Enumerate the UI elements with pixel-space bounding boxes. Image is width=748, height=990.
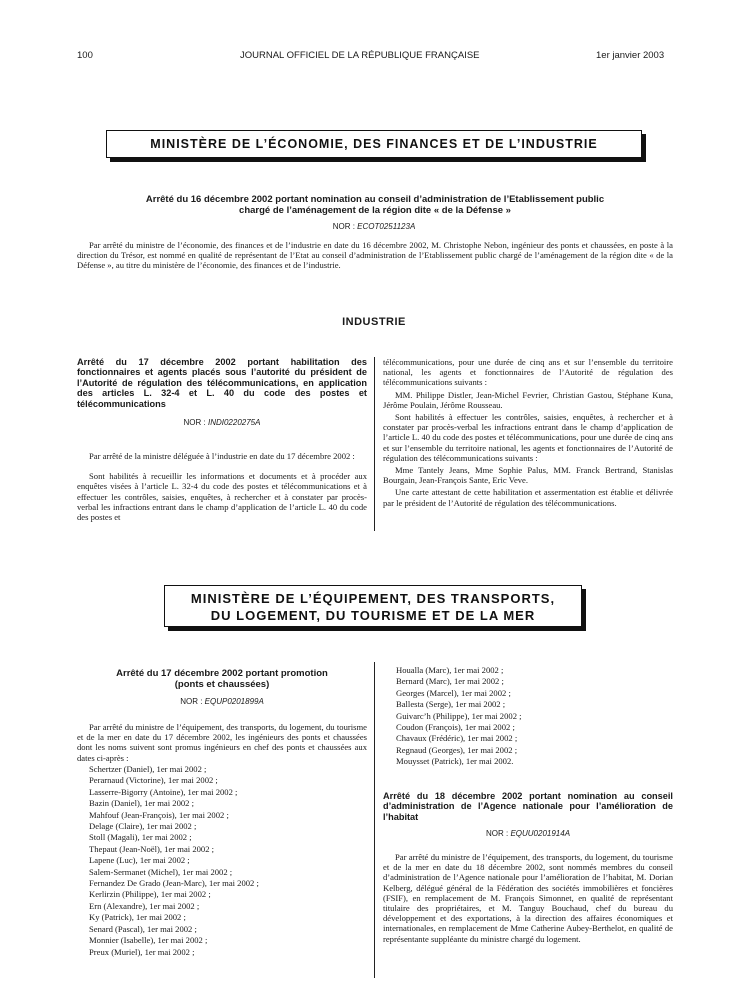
- arrete-telecom-right-text: [383, 357, 673, 510]
- nor-code: ECOT0251123A: [357, 222, 416, 231]
- ministry-equipement-title-line2: DU LOGEMENT, DU TOURISME ET DE LA MER: [210, 608, 536, 623]
- column-divider: [374, 357, 375, 531]
- list-item: Salem-Sermanet (Michel), 1er mai 2002 ;: [89, 866, 233, 877]
- list-item: Coudon (François), 1er mai 2002 ;: [396, 722, 515, 733]
- list-item: Ballesta (Serge), 1er mai 2002 ;: [396, 699, 506, 710]
- paragraph: MM. Philippe Distler, Jean-Michel Fevrier, Christian Gastou, Stéphane Kuna, Jérôme Poulain, Jérôme Rousseau.: [383, 389, 673, 410]
- list-item: Georges (Marcel), 1er mai 2002 ;: [396, 687, 511, 698]
- list-item: Lapene (Luc), 1er mai 2002 ;: [89, 855, 190, 866]
- list-item: Bernard (Marc), 1er mai 2002 ;: [396, 676, 504, 687]
- arrete-defense-title: [80, 194, 670, 216]
- arrete-anah-title: Arrêté du 18 décembre 2002 portant nomination au conseil d’administration de l’Agence nationale pour l’amélioration de l’habitat: [383, 791, 673, 822]
- arrete-anah-body: [383, 852, 673, 946]
- nor-label: NOR :: [180, 697, 203, 706]
- page-number: 100: [77, 50, 93, 61]
- list-item: Schertzer (Daniel), 1er mai 2002 ;: [89, 764, 207, 774]
- arrete-defense-nor: [0, 222, 748, 231]
- arrete-telecom-left-text: [77, 451, 367, 524]
- list-item: Perarnaud (Victorine), 1er mai 2002 ;: [89, 775, 218, 786]
- arrete-promotion-intro: [77, 722, 367, 765]
- paragraph: télécommunications, pour une durée de cinq ans et sur l’ensemble du territoire national, les agents et fonctionnaires de l’Autorité de régulation des télécommunications suivants :: [383, 357, 673, 388]
- list-item: Senard (Pascal), 1er mai 2002 ;: [89, 923, 197, 934]
- paragraph: Mme Tantely Jeans, Mme Sophie Palus, MM. Franck Bertrand, Stanislas Bourgain, Jean-François Sante, Eric Veve.: [383, 465, 673, 486]
- list-item: Lasserre-Bigorry (Antoine), 1er mai 2002 ;: [89, 786, 238, 797]
- arrete-promotion-nor: [77, 697, 367, 706]
- list-item: Ky (Patrick), 1er mai 2002 ;: [89, 912, 186, 923]
- ministry-economie-title: MINISTÈRE DE L’ÉCONOMIE, DES FINANCES ET DE L’INDUSTRIE: [150, 137, 598, 151]
- nor-label: NOR :: [183, 418, 206, 427]
- list-item: Fernandez De Grado (Jean-Marc), 1er mai 2002 ;: [89, 878, 259, 889]
- paragraph: Sont habilités à recueillir les informations et documents et à procéder aux enquêtes visées à l’article L. 32-4 du code des postes et télécommunications et à effectuer les contrôles, saisies, enquêtes, à rechercher et à constater par procès-verbal les infractions entrant dans le champ d’application de l’article L. 40 du code des postes et: [77, 471, 367, 523]
- list-item: Kerlirzin (Philippe), 1er mai 2002 ;: [89, 889, 211, 900]
- list-item: Regnaud (Georges), 1er mai 2002 ;: [396, 744, 518, 755]
- arrete-defense-title-line1: Arrêté du 16 décembre 2002 portant nomination au conseil d’administration de l’Etablissement public: [145, 194, 605, 205]
- arrete-anah-nor: [383, 829, 673, 838]
- paragraph: Par arrêté du ministre de l’équipement, des transports, du logement, du tourisme et de la mer en date du 18 décembre 2002, sont nommés membres du conseil d’administration de l’Agence nationale pour l’amélioration de l’habitat, M. Dorian Kelberg, délégué général de la Fédération des sociétés immobilières et foncières (FSIF), en remplacement de M. François Simonnet, en qualité de représentant titulaire des propriétaires, et M. Tanguy Bouchaud, chef du bureau du développement et des exportations, à la direction des affaires économiques et internationales, en remplacement de Mme Catherine Aubey-Berthelot, en qualité de représentante suppléante du ministre chargé du logement.: [383, 852, 673, 944]
- paragraph: Une carte attestant de cette habilitation et assermentation est établie et délivrée par le président de l’Autorité de régulation des télécommunications.: [383, 487, 673, 508]
- arrete-defense-title-line2: chargé de l’aménagement de la région dite « de la Défense »: [239, 205, 511, 216]
- journal-title: JOURNAL OFFICIEL DE LA RÉPUBLIQUE FRANÇAISE: [240, 50, 480, 61]
- paragraph: Par arrêté de la ministre déléguée à l’industrie en date du 17 décembre 2002 :: [89, 451, 355, 461]
- list-item: Thepaut (Jean-Noël), 1er mai 2002 ;: [89, 843, 215, 854]
- ministry-equipement-title-line1: MINISTÈRE DE L’ÉQUIPEMENT, DES TRANSPORTS,: [190, 591, 556, 606]
- promotion-list-left: [89, 764, 369, 958]
- list-item: Monnier (Isabelle), 1er mai 2002 ;: [89, 935, 208, 946]
- section-heading-industrie: INDUSTRIE: [342, 316, 406, 328]
- arrete-promotion-title-line1: Arrêté du 17 décembre 2002 portant promotion: [116, 668, 328, 679]
- arrete-defense-paragraph: Par arrêté du ministre de l’économie, des finances et de l’industrie en date du 16 décembre 2002, M. Christophe Nebon, ingénieur des ponts et chaussées, en poste à la direction du Trésor, est nommé en qualité de représentant de l’Etat au conseil d’administration de l’Etablissement public chargé de l’aménagement de la région dite « de la Défense », au titre du ministère de l’économie, des finances et de l’industrie.: [77, 240, 673, 271]
- list-item: Ern (Alexandre), 1er mai 2002 ;: [89, 900, 200, 911]
- list-item: Chavaux (Frédéric), 1er mai 2002 ;: [396, 733, 518, 744]
- list-item: Mahfouf (Jean-François), 1er mai 2002 ;: [89, 809, 229, 820]
- arrete-promotion-title: [77, 668, 367, 690]
- arrete-defense-body: [77, 240, 673, 273]
- promotion-list-right: [396, 665, 676, 768]
- arrete-telecom-nor: [77, 418, 367, 427]
- list-item: Preux (Muriel), 1er mai 2002 ;: [89, 946, 195, 957]
- list-item: Stoll (Magali), 1er mai 2002 ;: [89, 832, 192, 843]
- ministry-economie-banner: [106, 130, 642, 158]
- nor-label: NOR :: [485, 829, 509, 838]
- nor-code: EQUP0201899A: [204, 697, 264, 706]
- list-item: Bazin (Daniel), 1er mai 2002 ;: [89, 798, 195, 809]
- arrete-promotion-title-line2: (ponts et chaussées): [174, 679, 270, 690]
- paragraph: Par arrêté du ministre de l’équipement, des transports, du logement, du tourisme et de la mer en date du 17 décembre 2002, les ingénieurs des ponts et chaussées dont les noms suivent sont promus ingénieurs en chef des ponts et chaussées aux dates ci-après :: [77, 722, 367, 763]
- nor-code: EQUU0201914A: [510, 829, 571, 838]
- nor-label: NOR :: [332, 222, 355, 231]
- arrete-telecom-title: Arrêté du 17 décembre 2002 portant habilitation des fonctionnaires et agents placés sous l’autorité du président de l’Autorité de régulation des télécommunications, en application des articles L. 32-4 et L. 40 du code des postes et télécommunications: [77, 357, 367, 409]
- list-item: Mouysset (Patrick), 1er mai 2002.: [396, 756, 514, 767]
- column-divider: [374, 662, 375, 978]
- ministry-equipement-banner: [164, 585, 582, 627]
- issue-date: 1er janvier 2003: [596, 50, 665, 61]
- nor-code: INDI0220275A: [207, 418, 261, 427]
- list-item: Delage (Claire), 1er mai 2002 ;: [89, 821, 197, 832]
- list-item: Guivarc’h (Philippe), 1er mai 2002 ;: [396, 710, 522, 721]
- list-item: Houalla (Marc), 1er mai 2002 ;: [396, 665, 504, 675]
- paragraph: Sont habilités à effectuer les contrôles, saisies, enquêtes, à rechercher et à constater par procès-verbal les infractions entrant dans le champ d’application de l’article L. 40 du code des postes et télécommunications, pour une durée de cinq ans et sur l’ensemble du territoire national, les agents et fonctionnaires de l’Autorité de régulation des télécommunications suivants :: [383, 412, 673, 463]
